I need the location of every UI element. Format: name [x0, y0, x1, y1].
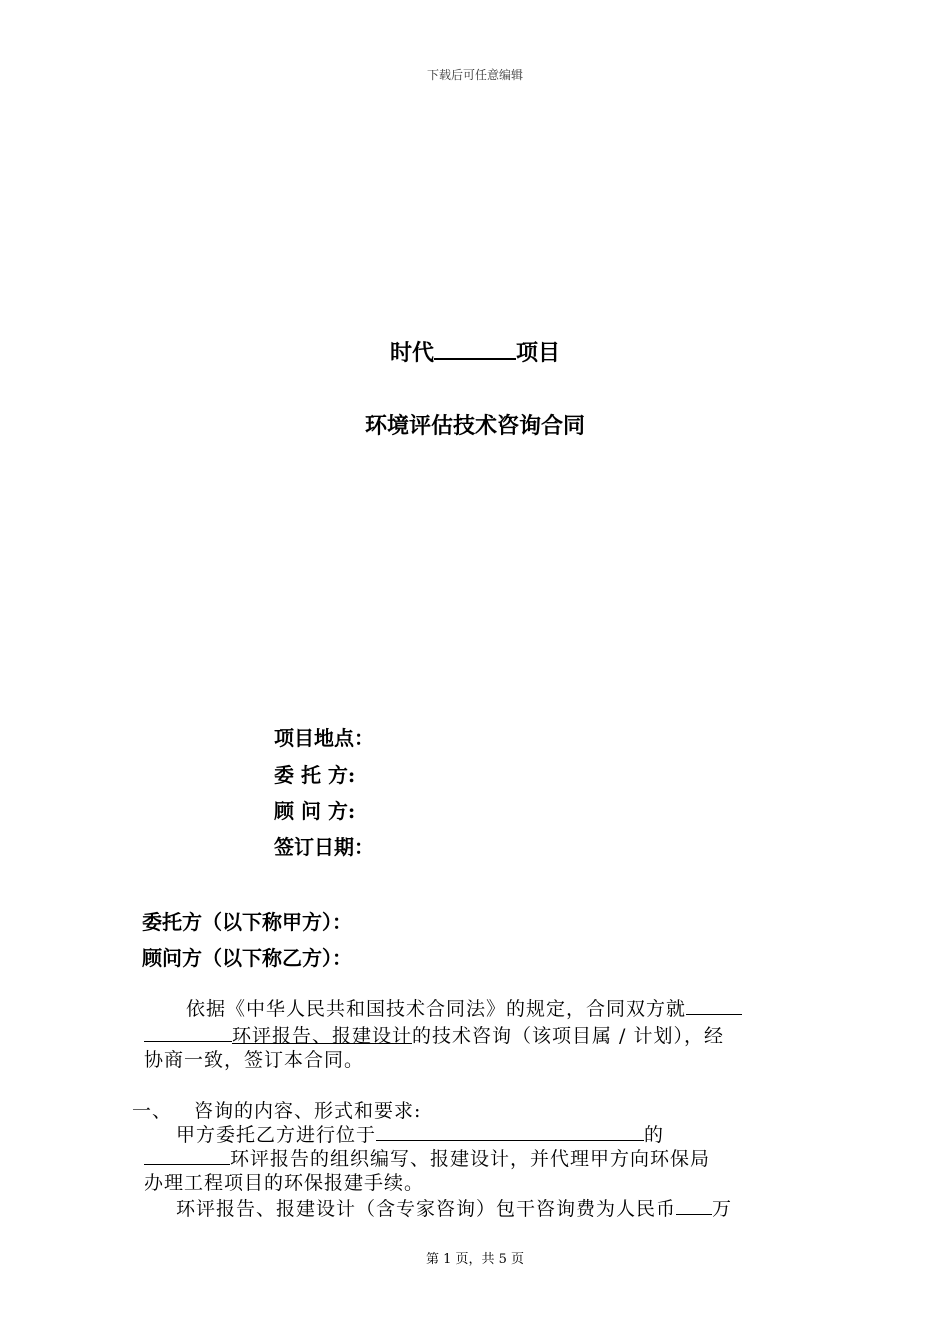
page-footer: 第 1 页，共 5 页: [425, 1252, 525, 1267]
title-suffix: 项目: [516, 340, 561, 366]
contract-title-line2: 环境评估技术咨询合同: [364, 413, 585, 439]
preamble-blank-1: [686, 995, 742, 1015]
section1-heading: [132, 1096, 421, 1123]
section1-text-4a: 环评报告、报建设计（含专家咨询）包干咨询费为人民币: [176, 1198, 677, 1220]
section1-line2: [144, 1144, 710, 1171]
contract-title-line1: [0, 336, 950, 367]
preamble-line1: [186, 994, 742, 1021]
field-project-location: 项目地点：: [274, 726, 374, 750]
field-sign-date: 签订日期：: [274, 835, 374, 859]
section1-line4: [176, 1194, 732, 1221]
project-blank: [144, 1145, 230, 1165]
preamble-underlined-text: 环评报告、报建设计: [232, 1025, 413, 1047]
section1-text-2: 环评报告的组织编写、报建设计，并代理甲方向环保局: [230, 1148, 711, 1170]
party-consultant: 顾问方（以下称乙方）：: [142, 946, 352, 970]
preamble-line3: 协商一致，签订本合同。: [144, 1049, 365, 1071]
section1-number: 一、: [132, 1100, 173, 1122]
field-consultant: 顾 问 方:: [274, 799, 356, 823]
page-header: 下载后可任意编辑: [426, 68, 523, 82]
section1-line3: 办理工程项目的环保报建手续。: [144, 1172, 425, 1194]
preamble-text-2: 的技术咨询（该项目属 / 计划），经: [412, 1025, 724, 1047]
preamble-blank-2: [144, 1022, 232, 1042]
section1-text-1a: 甲方委托乙方进行位于: [176, 1124, 377, 1146]
project-name-blank: [434, 338, 516, 360]
section1-line1: [176, 1120, 664, 1147]
preamble-text-1: 依据《中华人民共和国技术合同法》的规定，合同双方就: [186, 998, 687, 1020]
fee-blank: [676, 1195, 712, 1215]
preamble-line2: [144, 1021, 724, 1048]
party-client: 委托方（以下称甲方）：: [142, 910, 352, 934]
field-client: 委 托 方:: [274, 763, 356, 787]
title-prefix: 时代: [389, 340, 434, 366]
location-blank: [376, 1121, 644, 1141]
section1-text-1b: 的: [644, 1124, 665, 1146]
section1-text-4b: 万: [712, 1198, 733, 1220]
section1-title: 咨询的内容、形式和要求:: [194, 1100, 422, 1122]
